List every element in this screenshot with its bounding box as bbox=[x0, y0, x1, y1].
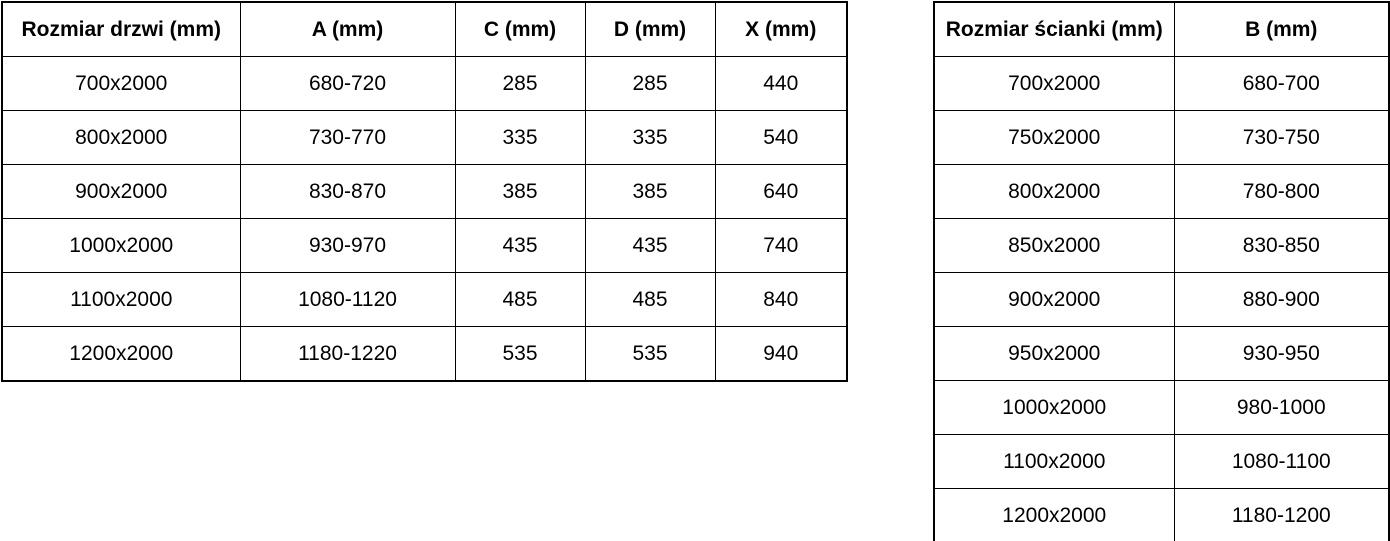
walls-table-row bbox=[934, 111, 1389, 165]
doors-table-cell: 800x2000 bbox=[2, 111, 240, 165]
doors-table-cell: 740 bbox=[715, 219, 847, 273]
doors-table-cell: 435 bbox=[585, 219, 715, 273]
doors-table-cell: 535 bbox=[585, 327, 715, 382]
doors-table-cell: 385 bbox=[455, 165, 585, 219]
walls-table-cell: 1180-1200 bbox=[1174, 489, 1389, 541]
walls-table-row bbox=[934, 165, 1389, 219]
doors-column-header: Rozmiar drzwi (mm) bbox=[2, 2, 240, 57]
doors-table-cell: 335 bbox=[585, 111, 715, 165]
doors-table-cell: 1080-1120 bbox=[240, 273, 455, 327]
doors-table-cell: 440 bbox=[715, 57, 847, 111]
doors-table-row bbox=[2, 327, 847, 382]
walls-table-row bbox=[934, 489, 1389, 541]
doors-table-cell: 930-970 bbox=[240, 219, 455, 273]
walls-column-header: Rozmiar ścianki (mm) bbox=[934, 2, 1174, 57]
walls-table-cell: 880-900 bbox=[1174, 273, 1389, 327]
doors-table-row bbox=[2, 273, 847, 327]
doors-table-cell: 940 bbox=[715, 327, 847, 382]
doors-table-cell: 485 bbox=[585, 273, 715, 327]
doors-table-cell: 680-720 bbox=[240, 57, 455, 111]
doors-table-cell: 435 bbox=[455, 219, 585, 273]
doors-table-cell: 535 bbox=[455, 327, 585, 382]
doors-table-row bbox=[2, 219, 847, 273]
walls-table-cell: 900x2000 bbox=[934, 273, 1174, 327]
doors-table-cell: 840 bbox=[715, 273, 847, 327]
doors-column-header: X (mm) bbox=[715, 2, 847, 57]
doors-table-cell: 540 bbox=[715, 111, 847, 165]
doors-table-cell: 640 bbox=[715, 165, 847, 219]
doors-column-header: D (mm) bbox=[585, 2, 715, 57]
doors-table-cell: 1100x2000 bbox=[2, 273, 240, 327]
walls-table-cell: 930-950 bbox=[1174, 327, 1389, 381]
walls-table-row bbox=[934, 219, 1389, 273]
table-header-row bbox=[2, 2, 847, 57]
walls-table-row bbox=[934, 273, 1389, 327]
walls-table-cell: 780-800 bbox=[1174, 165, 1389, 219]
doors-table-body bbox=[2, 57, 847, 382]
walls-table-head bbox=[934, 2, 1389, 57]
doors-table-cell: 1000x2000 bbox=[2, 219, 240, 273]
walls-table-cell: 830-850 bbox=[1174, 219, 1389, 273]
doors-table-cell: 700x2000 bbox=[2, 57, 240, 111]
walls-table-cell: 1100x2000 bbox=[934, 435, 1174, 489]
walls-table-cell: 1000x2000 bbox=[934, 381, 1174, 435]
walls-column-header: B (mm) bbox=[1174, 2, 1389, 57]
walls-table-cell: 800x2000 bbox=[934, 165, 1174, 219]
walls-table-cell: 850x2000 bbox=[934, 219, 1174, 273]
doors-table-row bbox=[2, 165, 847, 219]
walls-table-row bbox=[934, 327, 1389, 381]
doors-table-cell: 1180-1220 bbox=[240, 327, 455, 382]
doors-table-cell: 1200x2000 bbox=[2, 327, 240, 382]
walls-table-row bbox=[934, 435, 1389, 489]
doors-table-row bbox=[2, 57, 847, 111]
walls-table-cell: 980-1000 bbox=[1174, 381, 1389, 435]
walls-table-cell: 680-700 bbox=[1174, 57, 1389, 111]
doors-table-cell: 485 bbox=[455, 273, 585, 327]
walls-table-cell: 700x2000 bbox=[934, 57, 1174, 111]
walls-table-cell: 750x2000 bbox=[934, 111, 1174, 165]
table-header-row bbox=[934, 2, 1389, 57]
walls-table-row bbox=[934, 381, 1389, 435]
doors-column-header: C (mm) bbox=[455, 2, 585, 57]
doors-table-cell: 335 bbox=[455, 111, 585, 165]
walls-table-body bbox=[934, 57, 1389, 541]
doors-table-cell: 285 bbox=[455, 57, 585, 111]
doors-table-cell: 830-870 bbox=[240, 165, 455, 219]
doors-table-head bbox=[2, 2, 847, 57]
doors-table-row bbox=[2, 111, 847, 165]
doors-table-cell: 285 bbox=[585, 57, 715, 111]
walls-table-row bbox=[934, 57, 1389, 111]
doors-table-cell: 900x2000 bbox=[2, 165, 240, 219]
walls-table-cell: 730-750 bbox=[1174, 111, 1389, 165]
walls-table-cell: 950x2000 bbox=[934, 327, 1174, 381]
doors-column-header: A (mm) bbox=[240, 2, 455, 57]
walls-table-cell: 1200x2000 bbox=[934, 489, 1174, 541]
doors-table-cell: 730-770 bbox=[240, 111, 455, 165]
door-sizes-table bbox=[1, 1, 848, 382]
walls-table-cell: 1080-1100 bbox=[1174, 435, 1389, 489]
wall-sizes-table bbox=[933, 1, 1390, 541]
doors-table-cell: 385 bbox=[585, 165, 715, 219]
